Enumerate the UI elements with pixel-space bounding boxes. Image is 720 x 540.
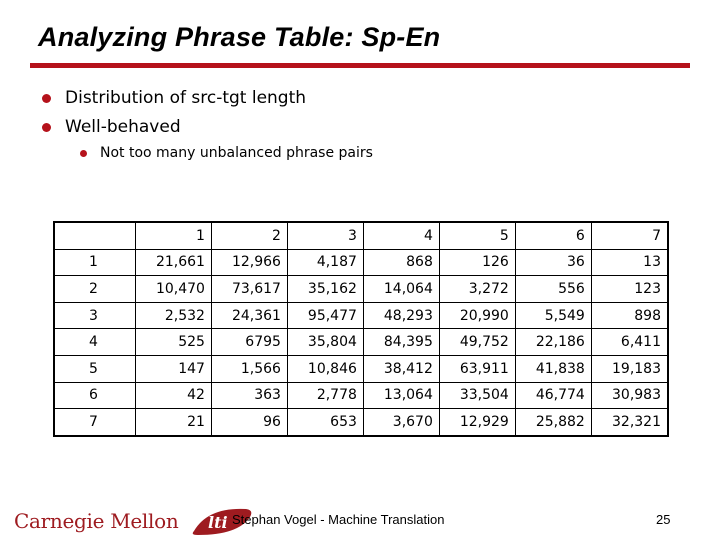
table-cell: 4,187 xyxy=(287,249,363,276)
column-header: 7 xyxy=(591,222,668,249)
table-cell: 10,470 xyxy=(136,276,212,303)
column-header: 5 xyxy=(439,222,515,249)
table-cell: 363 xyxy=(211,382,287,409)
table-cell: 12,966 xyxy=(211,249,287,276)
table-cell: 556 xyxy=(515,276,591,303)
bullet-text: Well-behaved xyxy=(65,117,181,137)
table-cell: 95,477 xyxy=(287,302,363,329)
row-header: 7 xyxy=(54,409,136,436)
table-cell: 96 xyxy=(211,409,287,436)
table-cell: 41,838 xyxy=(515,355,591,382)
row-header: 6 xyxy=(54,382,136,409)
table-cell: 84,395 xyxy=(363,329,439,356)
table-cell: 12,929 xyxy=(439,409,515,436)
table-cell: 123 xyxy=(591,276,668,303)
svg-text:lti: lti xyxy=(208,513,228,532)
table-cell: 46,774 xyxy=(515,382,591,409)
table-cell: 5,549 xyxy=(515,302,591,329)
column-header: 4 xyxy=(363,222,439,249)
table-cell: 653 xyxy=(287,409,363,436)
table-cell: 36 xyxy=(515,249,591,276)
table-row xyxy=(54,329,668,356)
table-cell: 126 xyxy=(439,249,515,276)
table-cell: 21,661 xyxy=(136,249,212,276)
row-header: 1 xyxy=(54,249,136,276)
table-cell: 13,064 xyxy=(363,382,439,409)
table-cell: 42 xyxy=(136,382,212,409)
table-cell: 63,911 xyxy=(439,355,515,382)
title-divider xyxy=(30,63,690,68)
table-cell: 3,670 xyxy=(363,409,439,436)
table-corner-cell xyxy=(54,222,136,249)
table-cell: 25,882 xyxy=(515,409,591,436)
table-row xyxy=(54,382,668,409)
university-logo xyxy=(14,505,256,537)
table-cell: 13 xyxy=(591,249,668,276)
table-cell: 3,272 xyxy=(439,276,515,303)
table-cell: 30,983 xyxy=(591,382,668,409)
column-header: 2 xyxy=(211,222,287,249)
table-row xyxy=(54,355,668,382)
row-header: 5 xyxy=(54,355,136,382)
table-cell: 32,321 xyxy=(591,409,668,436)
slide-title: Analyzing Phrase Table: Sp-En xyxy=(38,22,441,52)
row-header: 3 xyxy=(54,302,136,329)
table-cell: 49,752 xyxy=(439,329,515,356)
table-header-row xyxy=(54,222,668,249)
bullet-dot-icon xyxy=(42,123,51,132)
table-cell: 48,293 xyxy=(363,302,439,329)
bullet-item xyxy=(42,88,306,108)
table-row xyxy=(54,302,668,329)
table-cell: 6795 xyxy=(211,329,287,356)
bullet-dot-icon xyxy=(42,94,51,103)
table-cell: 20,990 xyxy=(439,302,515,329)
table-cell: 14,064 xyxy=(363,276,439,303)
table-cell: 868 xyxy=(363,249,439,276)
table-cell: 35,804 xyxy=(287,329,363,356)
table-row xyxy=(54,249,668,276)
table-cell: 2,778 xyxy=(287,382,363,409)
sub-bullet-text: Not too many unbalanced phrase pairs xyxy=(100,145,373,161)
table-cell: 21 xyxy=(136,409,212,436)
sub-bullet-dot-icon xyxy=(80,150,87,157)
sub-bullet-item xyxy=(80,145,373,161)
table-cell: 24,361 xyxy=(211,302,287,329)
table-cell: 1,566 xyxy=(211,355,287,382)
table-cell: 898 xyxy=(591,302,668,329)
table-cell: 19,183 xyxy=(591,355,668,382)
page-number: 25 xyxy=(656,512,671,527)
footer-text: Stephan Vogel - Machine Translation xyxy=(232,512,445,527)
bullet-item xyxy=(42,117,181,137)
table-cell: 22,186 xyxy=(515,329,591,356)
logo-wordmark: Carnegie Mellon xyxy=(14,509,179,533)
table-cell: 6,411 xyxy=(591,329,668,356)
table-cell: 10,846 xyxy=(287,355,363,382)
table-cell: 147 xyxy=(136,355,212,382)
table-row xyxy=(54,409,668,436)
column-header: 6 xyxy=(515,222,591,249)
table-cell: 2,532 xyxy=(136,302,212,329)
bullet-text: Distribution of src-tgt length xyxy=(65,88,307,108)
table-cell: 35,162 xyxy=(287,276,363,303)
table-cell: 33,504 xyxy=(439,382,515,409)
row-header: 4 xyxy=(54,329,136,356)
column-header: 1 xyxy=(136,222,212,249)
length-distribution-table xyxy=(53,221,669,437)
table-row xyxy=(54,276,668,303)
column-header: 3 xyxy=(287,222,363,249)
row-header: 2 xyxy=(54,276,136,303)
table-cell: 73,617 xyxy=(211,276,287,303)
table-cell: 38,412 xyxy=(363,355,439,382)
table-cell: 525 xyxy=(136,329,212,356)
